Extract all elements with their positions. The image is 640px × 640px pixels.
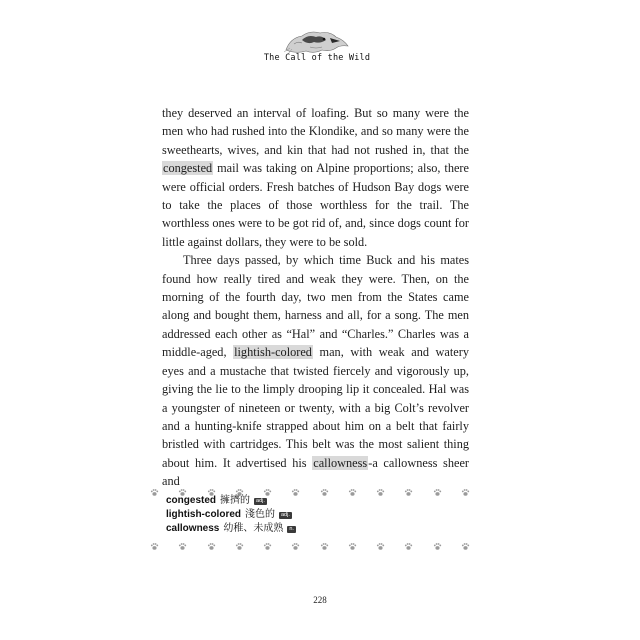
text-run: Three days passed, by which time Buck and his mates found how really tired and weak they were. Then, on the morning of the fourth day, two men from the States came along and bought them, harness and all, for a song. The men addressed each other as “Hal” and “Charles.” Charles was a middle-aged, — [162, 253, 469, 360]
paw-print-icon — [235, 484, 244, 494]
text-run: they deserved an interval of loafing. But so many were the men who had rushed into the Klondike, and so many were the sweethearts, wives, and kin that had not rushed in, that the — [162, 106, 469, 157]
paw-print-icon — [207, 538, 216, 548]
part-of-speech-badge: n. — [289, 526, 294, 533]
paragraph — [162, 251, 469, 490]
running-header — [262, 28, 372, 72]
page-number: 228 — [313, 595, 327, 605]
glossary-definition: 幼稚、未成熟 — [223, 523, 284, 535]
paw-divider-bottom — [150, 538, 470, 548]
highlighted-vocabulary-word: congested — [163, 161, 213, 176]
paw-print-icon — [404, 538, 413, 548]
glossary-definition: 淺色的 — [245, 509, 275, 521]
paw-print-icon — [461, 538, 470, 548]
paw-print-icon — [178, 484, 187, 494]
paragraph — [162, 104, 469, 251]
paw-print-icon — [404, 484, 413, 494]
text-run: -a callowness sheer and — [162, 455, 469, 489]
dog-head-icon — [280, 28, 354, 56]
paw-print-icon — [263, 538, 272, 548]
paw-print-icon — [461, 484, 470, 494]
glossary-entry — [166, 494, 466, 508]
paw-print-icon — [376, 538, 385, 548]
paw-print-icon — [376, 484, 385, 494]
paw-print-icon — [320, 484, 329, 494]
body-text — [162, 104, 469, 491]
paw-print-icon — [433, 538, 442, 548]
glossary-entry — [166, 522, 466, 536]
paw-print-icon — [235, 538, 244, 548]
vocabulary-glossary — [166, 494, 466, 537]
glossary-term: lightish-colored — [166, 509, 241, 521]
paw-print-icon — [320, 538, 329, 548]
text-run: man, with weak and watery eyes and a mustache that twisted fiercely and vigorously up, giving the lie to the limply drooping lip it concealed. Hal was a youngster of nineteen or twenty, with a big Colt’s revolver and a hunting-knife strapped about him on a belt that fairly bristled with cartridges. This belt was the most salient thing about him. It advertised his — [162, 345, 469, 470]
highlighted-vocabulary-word: callowness — [313, 455, 368, 470]
paw-divider-top — [150, 484, 470, 494]
paw-print-icon — [291, 538, 300, 548]
paw-print-icon — [348, 484, 357, 494]
part-of-speech-badge: adj. — [256, 498, 265, 504]
paw-print-icon — [348, 538, 357, 548]
paw-print-icon — [150, 538, 159, 548]
paw-print-icon — [178, 538, 187, 548]
text-run: mail was taking on Alpine proportions; also, there were official orders. Fresh batches of Hudson Bay dogs were to take the places of those worthless for the trail. The worthless ones were to be got rid of, and, since dogs count for little against dollars, they were to be sold. — [162, 161, 469, 249]
paw-print-icon — [291, 484, 300, 494]
book-title: The Call of the Wild — [263, 53, 371, 63]
glossary-term: callowness — [166, 523, 220, 535]
glossary-definition: 擁擠的 — [220, 495, 251, 506]
paw-print-icon — [263, 484, 272, 494]
paw-print-icon — [150, 484, 159, 494]
part-of-speech-badge: adj. — [281, 512, 290, 519]
highlighted-vocabulary-word: lightish-colored — [234, 345, 312, 360]
paw-print-icon — [433, 484, 442, 494]
glossary-entry — [166, 508, 466, 522]
paw-print-icon — [207, 484, 216, 494]
glossary-term: congested — [166, 495, 217, 506]
